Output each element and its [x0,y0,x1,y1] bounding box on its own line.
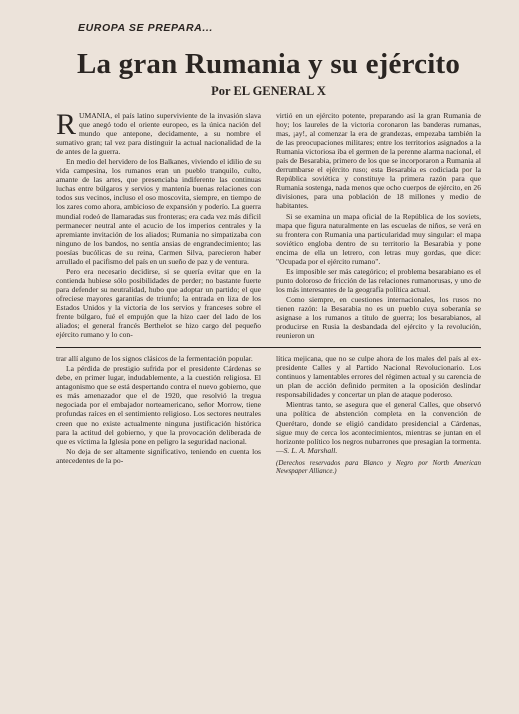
paragraph: No deja de ser altamente significativo, teniendo en cuenta los antecedentes de la po- [56,446,261,465]
article-byline: Por EL GENERAL X [211,84,326,98]
paragraph-text: Mientras tanto, se asegura que el general Calles, que observó una política de abstención completa en la convención de Querétaro, donde se eligió candidato presidencial a Cárdenas, sigue muy de cerca los acontecimientos, mientras se juntan en el horizonte político los negros nubarrones que presagian la tormenta.— [276,400,481,455]
section-kicker: EUROPA SE PREPARA... [78,22,213,34]
paragraph: virtió en un ejército potente, preparando así la gran Rumania de hoy; los laureles de la victoria coronaron las banderas rumanas, mas, ¡ay!, al comenzar la era de grandezas, empezaba también la de las preocupaciones militares; entre los territorios asignados a la Rumania victoriosa iba el germen de la perenne alarma nacional, el país de Besarabia, primero de los que se incorporaron a Rumania al derrumbarse el ejército ruso; esta Besarabia es codiciada por la República soviética y constituye la primera razón para que Rumania sostenga, nada menos que ocho cuerpos de ejército, en 26 divisiones, para una población de 18 millones y medio de habitantes. [276,111,481,211]
paragraph: Como siempre, en cuestiones internacionales, los rusos no tienen razón: la Besarabia no es un pueblo cuya soberanía se asignase a los rumanos a título de guerra; los besarabianos, al producirse en Rusia la desbandada del ejército y la revolución, reunieron un [276,294,481,341]
paragraph: Pero era necesario decidirse, si se quería evitar que en la contienda hubiese sólo posibilidades de perder; no bastante fuerte para defender su neutralidad, hubo que adoptar un partido; el que ofreciese mayores garantías de triunfo; la entrada en liza de los Estados Unidos y la victoria de los servios y franceses sobre el frente búlgaro, fué el empujón que la hizo caer del lado de los aliados; el general francés Berthelot se hizo cargo del pequeño ejército rumano y lo con- [56,266,261,340]
paragraph: Es imposible ser más categórico; el problema besarabiano es el punto doloroso de fricción de las relaciones rumanorusas, y uno de los más interesantes de la geografía política actual. [276,266,481,294]
top-column-left [56,108,261,341]
top-article-columns [56,108,481,341]
paragraph [56,108,261,157]
paragraph-text: UMANIA, el país latino superviviente de la invasión slava que anegó todo el oriente europeo, es la única nación del mundo que antepone, decidamente, a su nombre el sumativo gran; tal vez para distinguir la actual nacionalidad de la de antes de la guerra. [56,111,261,157]
drop-cap: R [56,108,77,141]
top-column-right [276,111,481,341]
paragraph [276,400,481,454]
rights-credit: (Derechos reservados para Blanco y Negro por North American Newspaper Alliance.) [276,458,481,476]
bottom-article-columns [56,354,481,684]
author-signature: S. L. A. Marshall. [283,445,338,455]
paragraph: lítica mejicana, que no se culpe ahora de los males del país al ex-presidente Calles y al Partido Nacional Revolucionario. Los continuos y lamentables errores del régimen actual y su carencia de un plan de acción definido permiten a la oposición deslindar responsabilidades y concertar un plan de ataque poderoso. [276,354,481,400]
bottom-column-left [56,354,261,684]
article-title: La gran Rumania y su ejército [76,48,461,80]
paragraph: Si se examina un mapa oficial de la República de los soviets, mapa que figura naturalmente en las escuelas de niños, se verá en su frontera con Rumania una particularidad muy singular: el mapa soviético engloba dentro de su territorio la Besarabia y pone encima de ella un letrero, con letras muy gordas, que dice: "Ocupada por el ejército rumano". [276,211,481,266]
paragraph: En medio del hervidero de los Balkanes, viviendo el idilio de su vida campesina, los rumanos eran un pueblo tranquilo, culto, amante de las artes, que presenciaba indiferente las continuas luchas entre búlgaros y servios y mantenía buenas relaciones con todos sus vecinos, incluso el oso moscovita, siempre, en tiempo de los zares como ahora, ambicioso de expansión y poderío. La guerra mundial rodeó de llamaradas sus fronteras; era cada vez más difícil permanecer neutral ante el acucio de los imperios centrales y la apremiante invitación de los aliados; Rumania no simpatizaba con ninguno de los bandos, no sentía ansias de engrandecimiento; las poesías bucólicas de su reina, Carmen Silva, parecieron haber arrullado el pacifismo del país en un sueño de paz y de ventura. [56,157,261,266]
paragraph: La pérdida de prestigio sufrida por el presidente Cárdenas se debe, en primer lugar, indudablemente, a la cuestión religiosa. El antagonismo que se está despertando contra el nuevo gobierno, que es más amenazador que el de 1920, que resolvió la tregua negociada por el embajador norteamericano, señor Morrow, tiene profundas raíces en el sentimiento religioso. Los sectores neutrales creen que no existe actualmente ninguna justificación histórica para la actitud del gobierno, y que la provocación deliberada de que es víctima la Iglesia pone en peligro la seguridad nacional. [56,364,261,446]
paragraph: trar allí alguno de los signos clásicos de la fermentación popular. [56,354,253,364]
bottom-column-right [276,354,481,684]
section-divider [56,347,481,348]
